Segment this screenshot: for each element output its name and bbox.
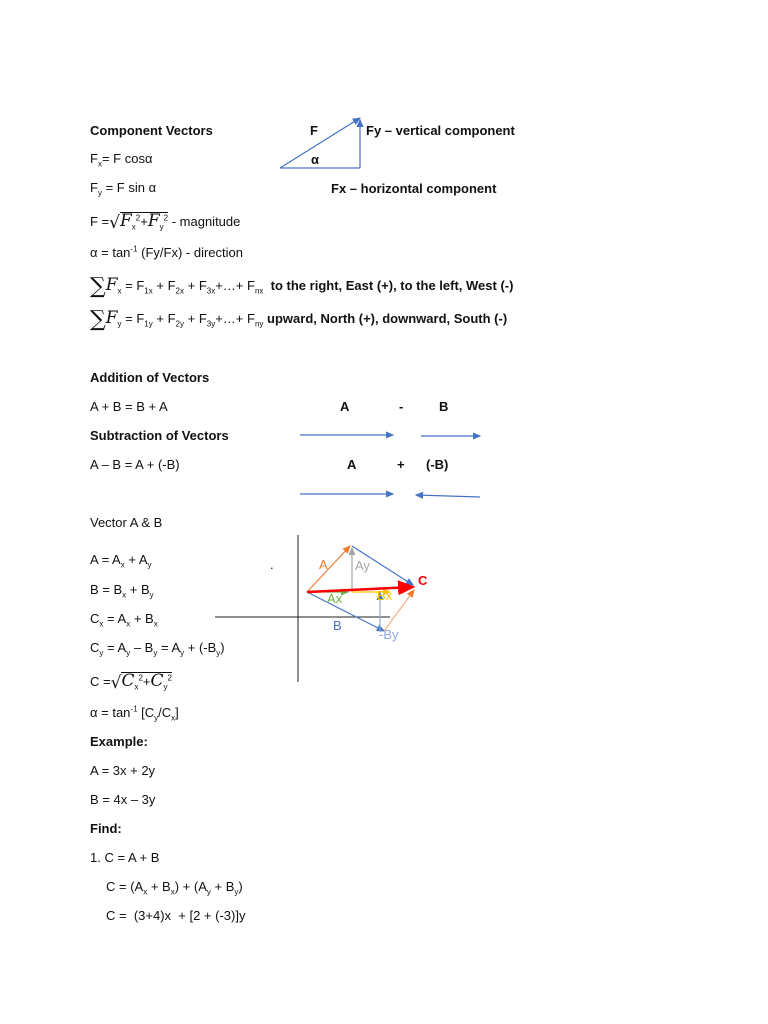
vector-ab-heading: Vector A & B [90,515,163,530]
vector-a-components: $A = A_x + A_y$ [90,552,152,570]
solution-step-2: C = (3+4)x + [2 + (-3)]y [106,908,246,923]
c-magnitude-equation: $C =√C_x^2+C_y^2$ [90,671,172,693]
row2-label-a: A [347,457,357,472]
vector-negb-arrow [416,495,480,497]
diagram-label-ay: Ay [355,558,370,573]
vector-arrows-diagram [290,425,490,505]
c-direction-equation: $\alpha = \tan^{-1} [C_y/C_x]$ [90,704,179,723]
vector-ab-diagram [210,530,440,690]
question-1: 1. C = A + B [90,850,160,865]
vertical-component-label: Fy – vertical component [366,123,515,138]
row1-operator: - [399,399,404,414]
diagram-label-a: A [319,557,328,572]
diagram-label-neg-by: -By [379,627,399,642]
fx-equation: $F_x= F$ cosα [90,151,153,169]
diagram-label-bx: Bx [377,588,393,603]
magnitude-equation: $F =√F_x^2+F_y^2$ - magnitude [90,211,241,233]
component-vectors-heading: Component Vectors [90,123,213,138]
row1-label-b: B [439,399,449,414]
vector-b-components: $B = B_x + B_y$ [90,582,154,600]
vector-b-arrow [307,592,384,631]
force-triangle-diagram [270,110,380,175]
diagram-label-c: C [418,573,428,588]
diagram-dot: . [270,557,274,572]
direction-equation: $\alpha = \tan^{-1} (Fy/Fx)$ - direction [90,244,243,260]
example-a: A = 3x + 2y [90,763,156,778]
sum-fy-equation: $\sum F_y = F_{1y} + F_{2y}$ + $F_{3y}+\dots+ F_{ny}$ upward, North (+), downward, South (-) [90,307,508,332]
fy-equation: $F_y = F$ sin α [90,180,157,198]
addition-equation: A + B = B + A [90,399,168,414]
sum-fx-equation: $\sum F_x = F_{1x} + F_{2x}$ + $F_{3x}+\dots+ F_{nx}$ to the right, East (+), to the left, West (-) [90,274,514,299]
row2-label-negb: (-B) [426,457,449,472]
vector-c-arrow [307,587,413,592]
triangle-label-alpha: α [311,152,319,167]
diagram-label-ax: Ax [327,591,343,606]
subtraction-heading: Subtraction of Vectors [90,428,229,443]
row2-operator: + [397,457,405,472]
horizontal-component-label: Fx – horizontal component [331,181,497,196]
solution-step-1: $C = (A_x + B_x) + (A_y + B_y)$ [106,879,243,897]
example-heading: Example: [90,734,148,749]
diagram-label-b: B [333,618,342,633]
addition-heading: Addition of Vectors [90,370,210,385]
cx-equation: $C_x = A_x + B_x$ [90,611,158,629]
resultant-force-arrow [280,118,360,168]
triangle-label-f: F [310,123,318,138]
subtraction-equation: A – B = A + (-B) [90,457,180,472]
vector-a-arrow [307,546,350,592]
row1-label-a: A [340,399,350,414]
cy-equation: $C_y = A_y - B_y = A_y + (-B_y)$ [90,640,225,658]
example-b: B = 4x – 3y [90,792,156,807]
find-heading: Find: [90,821,122,836]
